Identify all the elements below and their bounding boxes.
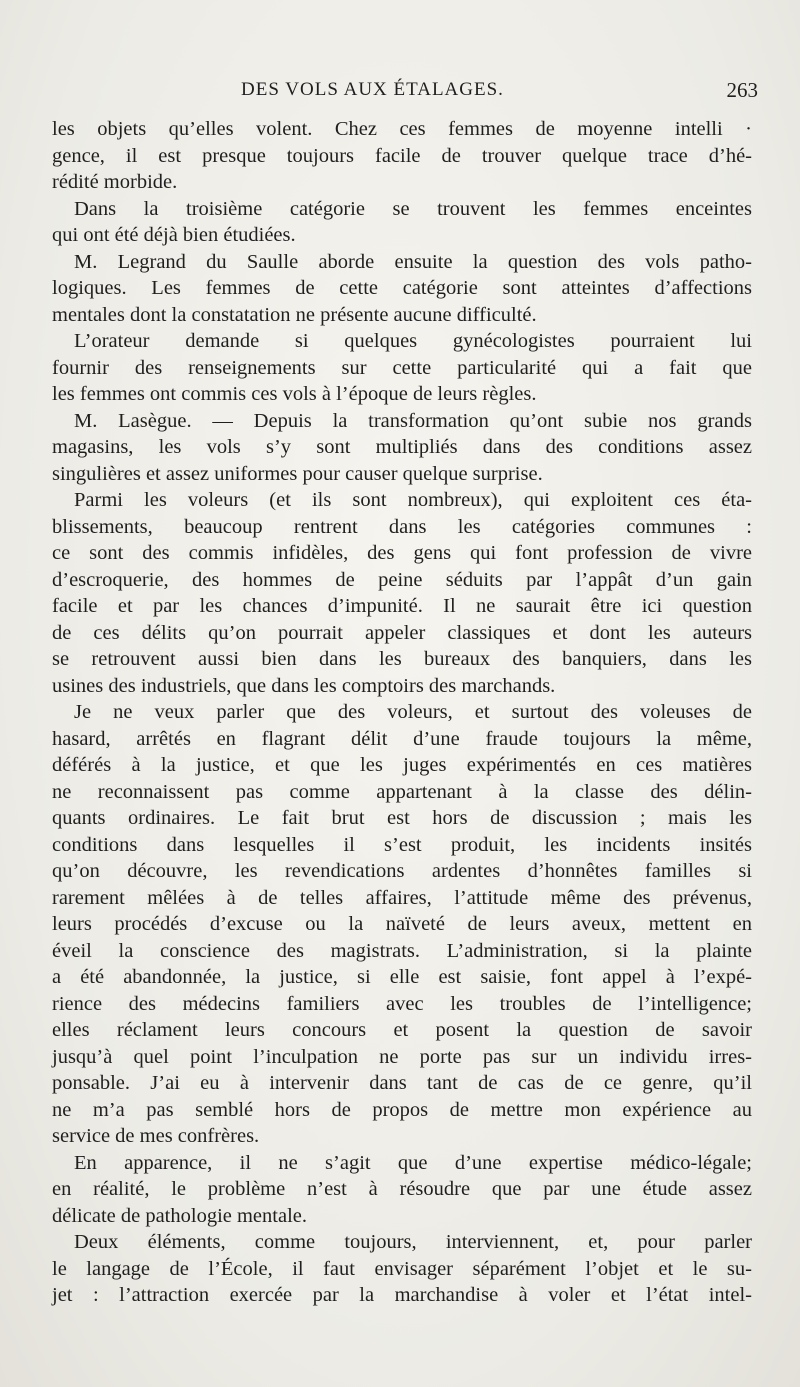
text-line: leurs procédés d’excuse ou la naïveté de leurs aveux, mettent en (52, 913, 752, 935)
text-line: de ces délits qu’on pourrait appeler classiques et dont les auteurs (52, 621, 752, 644)
text-line: M. Legrand du Saulle aborde ensuite la question des vols patho- (74, 250, 752, 273)
text-line: facile et par les chances d’impunité. Il ne saurait être ici question (52, 595, 752, 617)
text-line: singulières et assez uniformes pour causer quelque surprise. (52, 462, 543, 485)
text-line: L’orateur demande si quelques gynécologistes pourraient lui (74, 330, 752, 352)
text-line: déférés à la justice, et que les juges expérimentés en ces matières (52, 754, 752, 776)
text-line: En apparence, il ne s’agit que d’une expertise médico-légale; (74, 1151, 752, 1174)
text-line: hasard, arrêtés en flagrant délit d’une fraude toujours la même, (52, 727, 752, 750)
running-title: DES VOLS AUX ÉTALAGES. (241, 79, 504, 100)
text-line: éveil la conscience des magistrats. L’administration, si la plainte (52, 939, 752, 962)
text-line: Je ne veux parler que des voleurs, et surtout des voleuses de (74, 701, 752, 723)
text-line: délicate de pathologie mentale. (52, 1204, 307, 1227)
body-text (52, 116, 752, 1309)
text-line: usines des industriels, que dans les comptoirs des marchands. (52, 674, 556, 697)
text-line: qu’on découvre, les revendications ardentes d’honnêtes familles si (52, 860, 752, 882)
text-line: fournir des renseignements sur cette particularité qui a fait que (52, 356, 752, 379)
text-line: blissements, beaucoup rentrent dans les catégories communes : (52, 515, 752, 538)
text-line: qui ont été déjà bien étudiées. (52, 224, 296, 246)
text-line: d’escroquerie, des hommes de peine séduits par l’appât d’un gain (52, 568, 752, 591)
text-line: Parmi les voleurs (et ils sont nombreux), qui exploitent ces éta- (74, 489, 752, 511)
text-line: rarement mêlées à de telles affaires, l’attitude même des prévenus, (52, 886, 752, 909)
text-line: ce sont des commis infidèles, des gens qui font profession de vivre (52, 542, 752, 564)
text-line: jusqu’à quel point l’inculpation ne porte pas sur un individu irres- (52, 1045, 752, 1068)
text-line: logiques. Les femmes de cette catégorie sont atteintes d’affections (52, 277, 752, 299)
text-line: rience des médecins familiers avec les troubles de l’intelligence; (52, 992, 752, 1015)
page-header (48, 79, 758, 115)
text-line: Deux éléments, comme toujours, interviennent, et, pour parler (74, 1231, 752, 1253)
text-line: rédité morbide. (52, 171, 178, 193)
text-line: service de mes confrères. (52, 1125, 260, 1147)
text-line: quants ordinaires. Le fait brut est hors de discussion ; mais les (52, 807, 752, 829)
text-line: en réalité, le problème n’est à résoudre que par une étude assez (52, 1178, 752, 1200)
text-line: les objets qu’elles volent. Chez ces femmes de moyenne intelli · (52, 118, 752, 140)
text-line: ne reconnaissent pas comme appartenant à la classe des délin- (52, 780, 752, 803)
text-line: se retrouvent aussi bien dans les bureaux des banquiers, dans les (52, 648, 752, 670)
text-line: magasins, les vols s’y sont multipliés dans des conditions assez (52, 436, 752, 458)
text-line: Dans la troisième catégorie se trouvent les femmes enceintes (74, 197, 752, 220)
text-line: jet : l’attraction exercée par la marchandise à voler et l’état intel- (52, 1284, 752, 1306)
text-line: M. Lasègue. — Depuis la transformation qu’ont subie nos grands (74, 409, 752, 432)
text-line: ne m’a pas semblé hors de propos de mettre mon expérience au (52, 1098, 752, 1121)
text-line: ponsable. J’ai eu à intervenir dans tant de cas de ce genre, qu’il (52, 1072, 752, 1094)
page-number: 263 (726, 78, 758, 102)
text-line: elles réclament leurs concours et posent la question de savoir (52, 1019, 752, 1041)
text-line: gence, il est presque toujours facile de trouver quelque trace d’hé- (52, 144, 752, 167)
text-line: le langage de l’École, il faut envisager séparément l’objet et le su- (52, 1257, 752, 1280)
text-line: mentales dont la constatation ne présente aucune difficulté. (52, 303, 537, 326)
text-line: conditions dans lesquelles il s’est produit, les incidents insités (52, 833, 752, 856)
text-line: a été abandonnée, la justice, si elle est saisie, font appel à l’expé- (52, 966, 752, 988)
text-line: les femmes ont commis ces vols à l’époque de leurs règles. (52, 383, 537, 405)
